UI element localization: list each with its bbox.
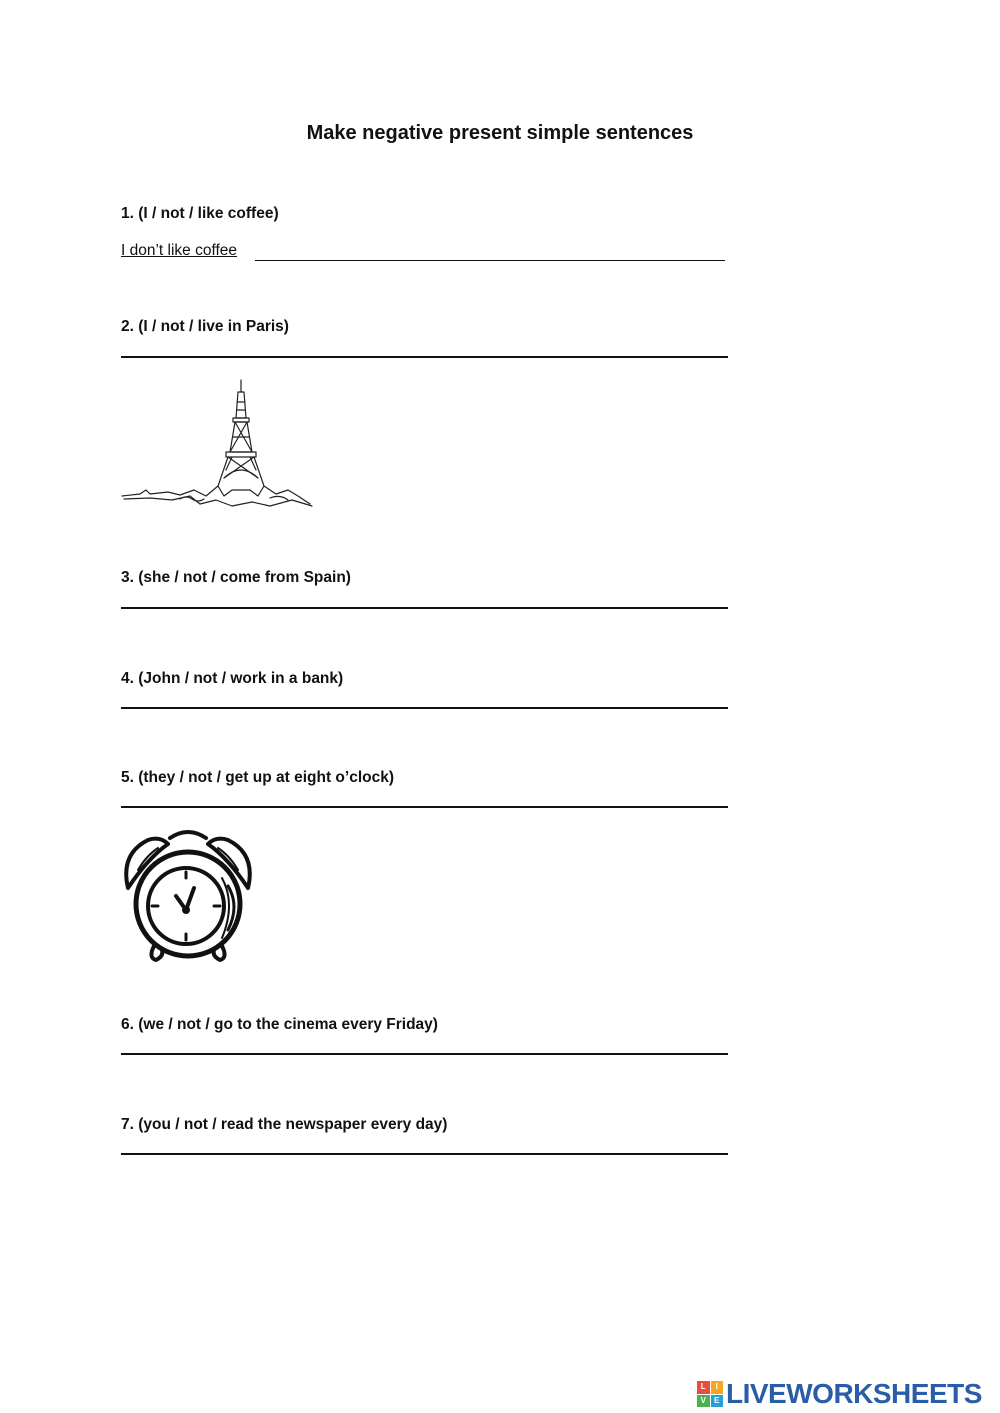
example-answer-row [121,242,727,262]
question-5-answer-line[interactable] [121,806,728,808]
logo-badge-icon: L I V E [697,1381,723,1407]
alarm-clock-icon [118,826,258,966]
question-4-prompt: 4. (John / not / work in a bank) [121,670,344,687]
example-answer-blank [255,260,725,261]
logo-text: LIVEWORKSHEETS [726,1378,982,1409]
example-answer: I don’t like coffee [121,242,238,259]
question-4-answer-line[interactable] [121,707,728,709]
question-3-prompt: 3. (she / not / come from Spain) [121,569,351,586]
question-6-answer-line[interactable] [121,1053,728,1055]
page-title: Make negative present simple sentences [306,122,694,144]
question-5-prompt: 5. (they / not / get up at eight o’clock) [121,769,394,786]
liveworksheets-logo [697,1378,982,1410]
question-6-prompt: 6. (we / not / go to the cinema every Friday) [121,1016,438,1033]
question-7-answer-line[interactable] [121,1153,728,1155]
question-2-prompt: 2. (I / not / live in Paris) [121,318,289,335]
question-7-prompt: 7. (you / not / read the newspaper every day) [121,1116,448,1133]
question-1-prompt: 1. (I / not / like coffee) [121,205,279,222]
eiffel-tower-icon [120,378,315,513]
question-2-answer-line[interactable] [121,356,728,358]
question-3-answer-line[interactable] [121,607,728,609]
